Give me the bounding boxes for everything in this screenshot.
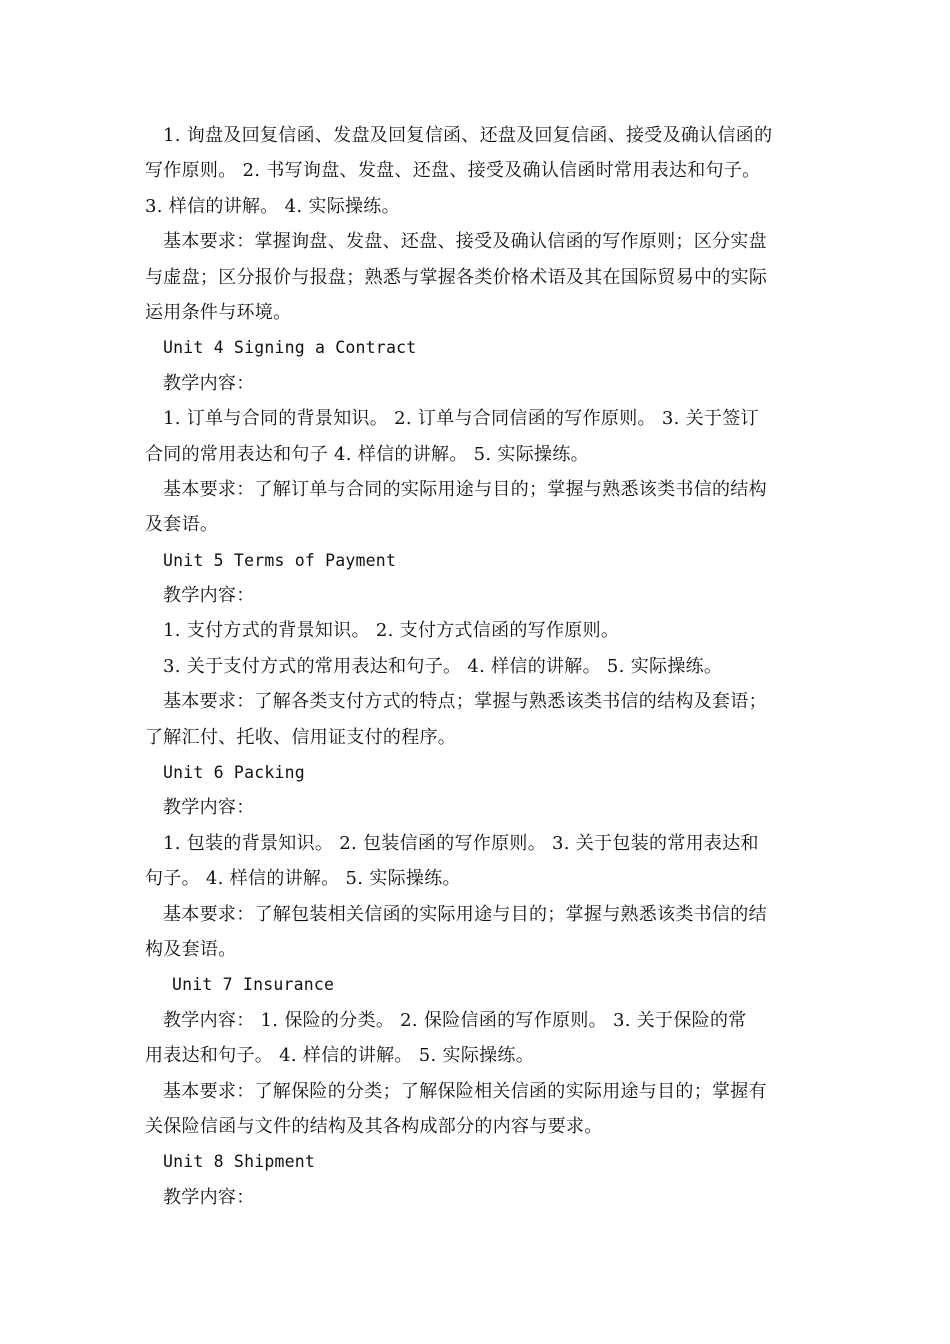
- text-line: 1. 询盘及回复信函、发盘及回复信函、还盘及回复信函、接受及确认信函的: [163, 125, 773, 146]
- text-line: 1. 包装的背景知识。 2. 包装信函的写作原则。 3. 关于包装的常用表达和: [163, 832, 759, 854]
- document-body: [145, 118, 810, 1215]
- text-line: 教学内容：: [163, 585, 255, 607]
- text-line: 教学内容： 1. 保险的分类。 2. 保险信函的写作原则。 3. 关于保险的常: [163, 1009, 747, 1031]
- text-line: 1. 订单与合同的背景知识。 2. 订单与合同信函的写作原则。 3. 关于签订: [163, 408, 759, 430]
- unit-heading: Unit 6 Packing: [163, 763, 305, 783]
- text-line: 3. 样信的讲解。 4. 实际操练。: [145, 195, 400, 217]
- text-line: 及套语。: [145, 514, 219, 536]
- text-line: 教学内容：: [163, 797, 255, 819]
- text-line: 3. 关于支付方式的常用表达和句子。 4. 样信的讲解。 5. 实际操练。: [163, 655, 723, 677]
- unit-heading: Unit 7 Insurance: [172, 975, 335, 995]
- text-line: 基本要求：掌握询盘、发盘、还盘、接受及确认信函的写作原则；区分实盘: [163, 231, 767, 253]
- text-line: 运用条件与环境。: [145, 301, 292, 323]
- text-line: 写作原则。 2. 书写询盘、发盘、还盘、接受及确认信函时常用表达和句子。: [145, 160, 761, 182]
- unit-heading: Unit 5 Terms of Payment: [163, 550, 397, 570]
- text-line: 教学内容：: [163, 372, 255, 394]
- text-line: 基本要求：了解订单与合同的实际用途与目的；掌握与熟悉该类书信的结构: [163, 478, 767, 500]
- text-line: 教学内容：: [163, 1186, 255, 1208]
- text-line: 与虚盘；区分报价与报盘；熟悉与掌握各类价格术语及其在国际贸易中的实际: [145, 266, 768, 288]
- text-line: 了解汇付、托收、信用证支付的程序。: [145, 726, 457, 748]
- text-line: 构及套语。: [145, 938, 237, 960]
- text-line: 句子。 4. 样信的讲解。 5. 实际操练。: [145, 868, 461, 890]
- text-line: 关保险信函与文件的结构及其各构成部分的内容与要求。: [145, 1115, 603, 1137]
- text-line: 基本要求：了解各类支付方式的特点；掌握与熟悉该类书信的结构及套语；: [163, 691, 767, 713]
- text-line: 1. 支付方式的背景知识。 2. 支付方式信函的写作原则。: [163, 620, 620, 642]
- unit-heading: Unit 4 Signing a Contract: [163, 338, 417, 358]
- text-line: 基本要求：了解保险的分类；了解保险相关信函的实际用途与目的；掌握有: [163, 1080, 767, 1102]
- unit-heading: Unit 8 Shipment: [163, 1152, 316, 1172]
- text-line: 基本要求：了解包装相关信函的实际用途与目的；掌握与熟悉该类书信的结: [163, 903, 767, 925]
- text-line: 合同的常用表达和句子 4. 样信的讲解。 5. 实际操练。: [145, 443, 589, 465]
- text-line: 用表达和句子。 4. 样信的讲解。 5. 实际操练。: [145, 1045, 535, 1067]
